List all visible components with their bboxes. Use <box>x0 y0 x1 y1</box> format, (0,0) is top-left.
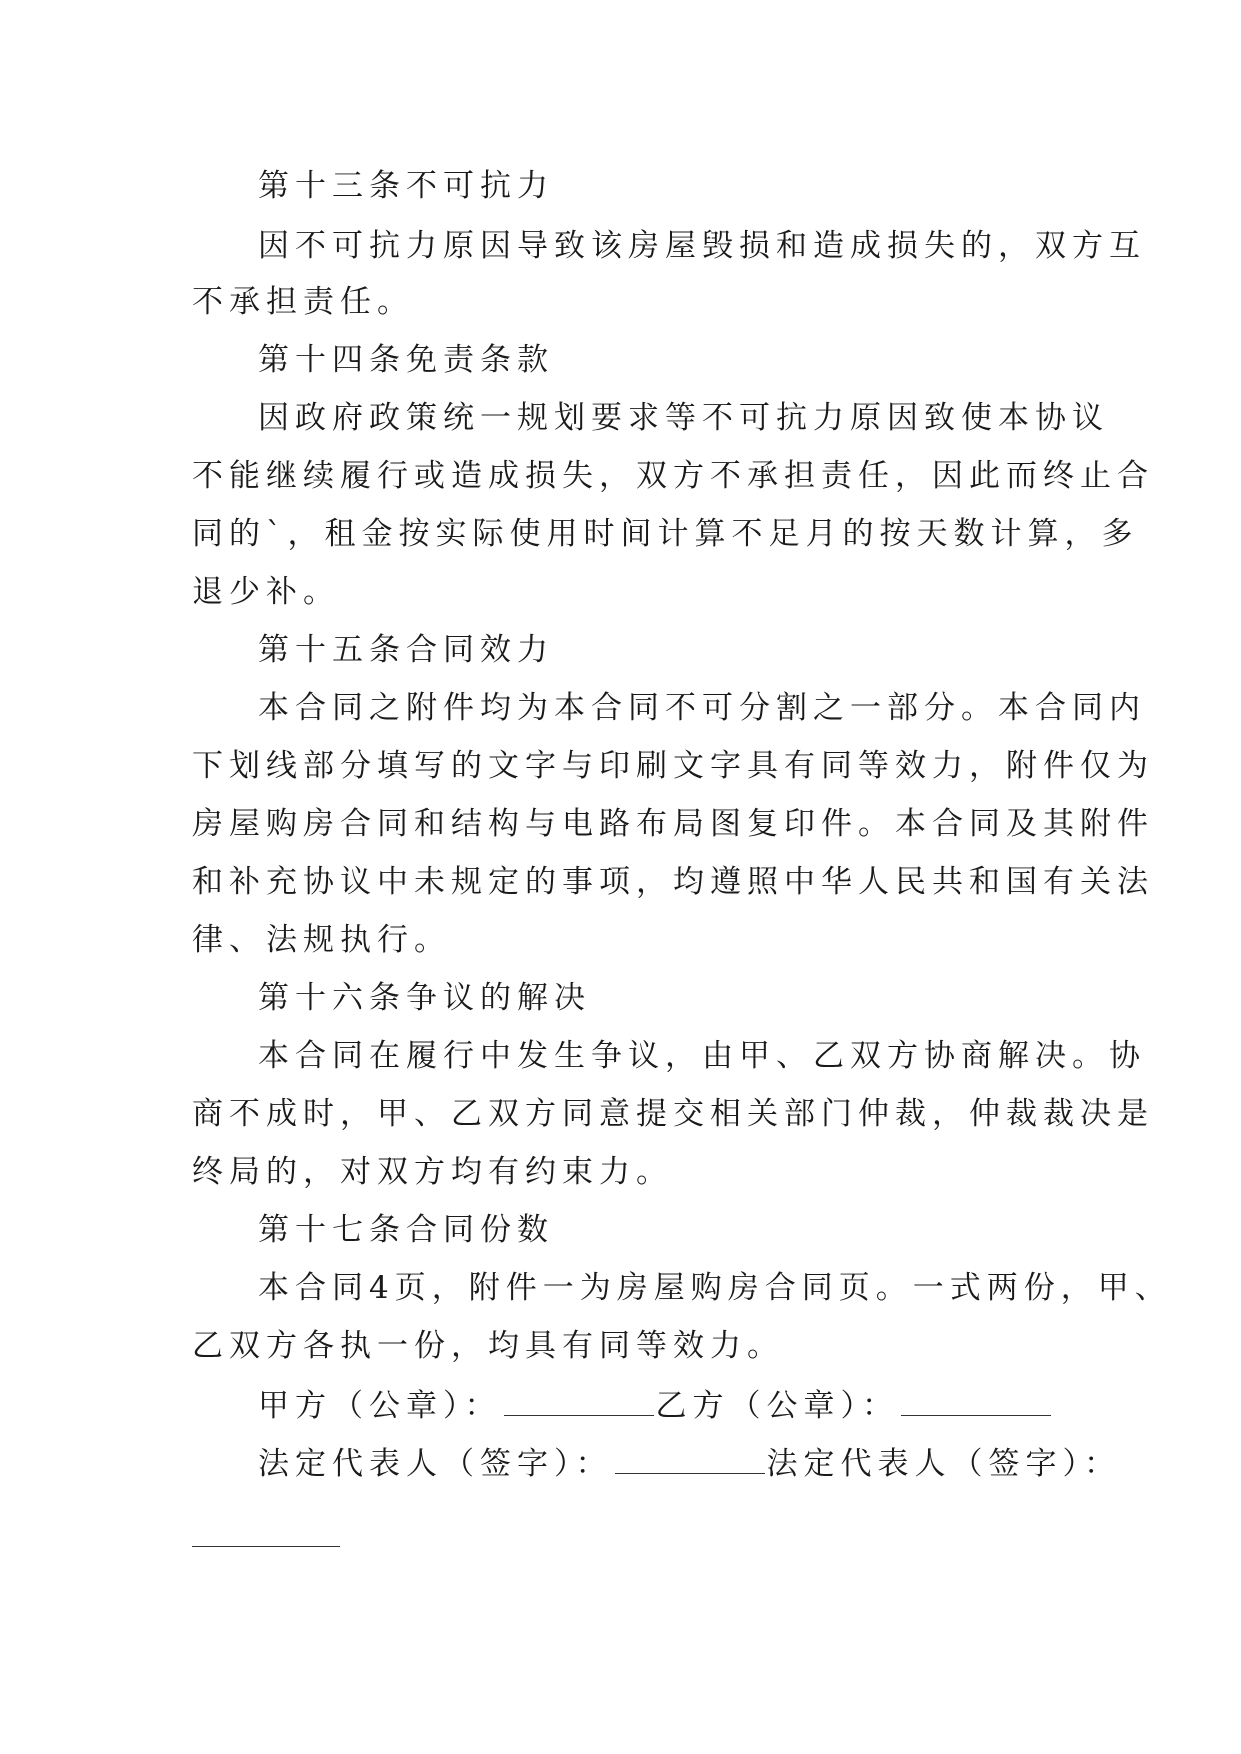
article-15-text: 房屋购房合同和结构与电路布局图复印件。本合同及其附件 <box>192 806 1154 842</box>
party-b-seal-label: 乙方（公章）： <box>655 1388 899 1424</box>
article-15-text: 和补充协议中未规定的事项，均遵照中华人民共和国有关法 <box>192 864 1154 900</box>
rep-a-label: 法定代表人（签字）： <box>258 1446 613 1482</box>
article-15-text: 本合同之附件均为本合同不可分割之一部分。本合同内 <box>258 690 1146 726</box>
rep-a-blank <box>615 1443 765 1474</box>
article-17-text: 乙双方各执一份，均具有同等效力。 <box>192 1328 784 1364</box>
article-14-text: 因政府政策统一规划要求等不可抗力原因致使本协议 <box>258 400 1109 436</box>
article-14-title: 第十四条免责条款 <box>258 342 554 378</box>
article-15-text: 律、法规执行。 <box>192 922 451 958</box>
article-14-text: 同的`，租金按实际使用时间计算不足月的按天数计算，多 <box>192 516 1139 552</box>
article-15-text: 下划线部分填写的文字与印刷文字具有同等效力，附件仅为 <box>192 748 1154 784</box>
article-15-title: 第十五条合同效力 <box>258 632 554 668</box>
article-16-text: 本合同在履行中发生争议，由甲、乙双方协商解决。协 <box>258 1038 1146 1074</box>
article-14-text: 不能继续履行或造成损失，双方不承担责任，因此而终止合 <box>192 458 1154 494</box>
article-16-title: 第十六条争议的解决 <box>258 980 591 1016</box>
article-13-text: 不承担责任。 <box>192 284 414 320</box>
seal-line <box>0 1385 1241 1426</box>
party-a-seal-label: 甲方（公章）： <box>258 1388 502 1424</box>
article-13-title: 第十三条不可抗力 <box>258 168 554 204</box>
party-a-seal-blank <box>504 1385 654 1416</box>
article-13-text: 因不可抗力原因导致该房屋毁损和造成损失的，双方互 <box>258 228 1146 264</box>
article-16-text: 终局的，对双方均有约束力。 <box>192 1154 673 1190</box>
rep-b-blank <box>192 1546 340 1547</box>
representative-line <box>0 1443 1241 1484</box>
article-16-text: 商不成时，甲、乙双方同意提交相关部门仲裁，仲裁裁决是 <box>192 1096 1154 1132</box>
article-14-text: 退少补。 <box>192 574 340 610</box>
party-b-seal-blank <box>901 1385 1051 1416</box>
article-17-title: 第十七条合同份数 <box>258 1212 554 1248</box>
article-17-text: 本合同4页，附件一为房屋购房合同页。一式两份，甲、 <box>258 1270 1172 1306</box>
rep-b-label: 法定代表人（签字）： <box>766 1446 1121 1482</box>
